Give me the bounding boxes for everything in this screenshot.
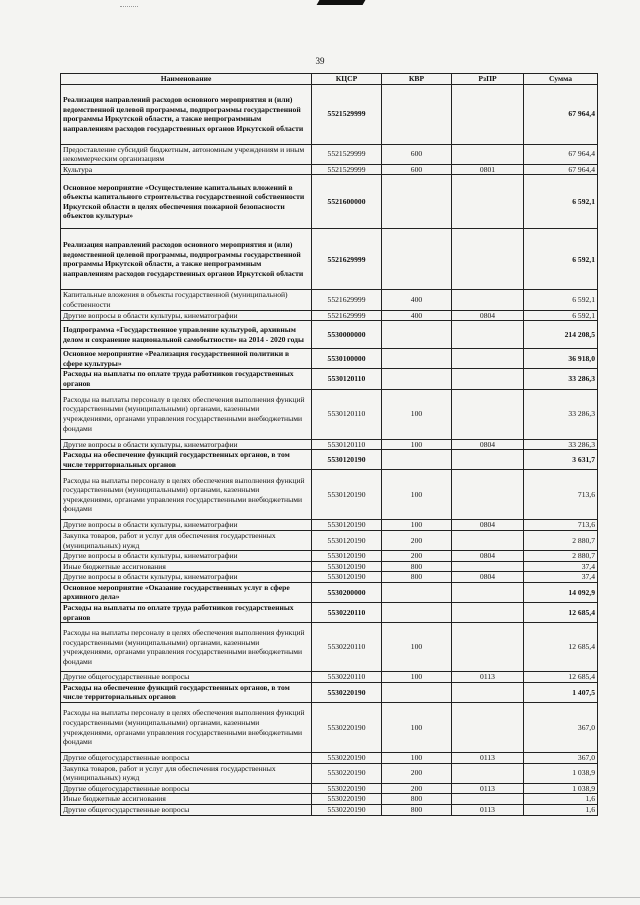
row-kvr-cell [382,229,452,290]
row-name-cell: Расходы на выплаты персоналу в целях обеспечения выполнения функций государственными (муниципальными) органами, казенными учреждениями, органами управления государственными внебюджетными фондами [61,623,312,672]
row-kcsr-cell: 5530220190 [312,763,382,783]
table-row [61,450,598,470]
row-kvr-cell: 400 [382,290,452,310]
row-rzpr-cell: 0804 [452,439,524,450]
row-kcsr-cell: 5521529999 [312,84,382,144]
row-kvr-cell: 200 [382,763,452,783]
row-name-cell: Иные бюджетные ассигнования [61,561,312,572]
table-row [61,794,598,805]
row-sum-cell: 214 208,5 [524,321,598,349]
row-sum-cell: 1,6 [524,805,598,816]
row-rzpr-cell: 0113 [452,805,524,816]
row-name-cell: Подпрограмма «Государственное управление культурой, архивным делом и сохранение национальной самобытности» на 2014 - 2020 годы [61,321,312,349]
row-kcsr-cell: 5521629999 [312,290,382,310]
scan-dots [120,6,138,8]
row-kcsr-cell: 5521600000 [312,175,382,229]
table-row [61,551,598,562]
row-kvr-cell: 200 [382,551,452,562]
row-kvr-cell [382,349,452,369]
row-kvr-cell [382,603,452,623]
table-row [61,290,598,310]
row-name-cell: Другие общегосударственные вопросы [61,783,312,794]
row-sum-cell: 3 631,7 [524,450,598,470]
row-rzpr-cell [452,450,524,470]
row-sum-cell: 36 918,0 [524,349,598,369]
table-row [61,763,598,783]
row-name-cell: Другие вопросы в области культуры, кинематографии [61,551,312,562]
row-kvr-cell: 800 [382,572,452,583]
row-kcsr-cell: 5521629999 [312,310,382,321]
row-rzpr-cell [452,144,524,164]
table-header-row [61,74,598,85]
row-sum-cell: 33 286,3 [524,389,598,439]
row-kcsr-cell: 5530120190 [312,572,382,583]
row-name-cell: Основное мероприятие «Реализация государственной политики в сфере культуры» [61,349,312,369]
row-name-cell: Другие вопросы в области культуры, кинематографии [61,572,312,583]
row-kcsr-cell: 5521529999 [312,164,382,175]
row-sum-cell: 1 038,9 [524,763,598,783]
row-sum-cell: 713,6 [524,470,598,520]
row-sum-cell: 6 592,1 [524,175,598,229]
row-kcsr-cell: 5530220190 [312,805,382,816]
table-row [61,84,598,144]
row-kvr-cell [382,450,452,470]
row-name-cell: Расходы на выплаты персоналу в целях обеспечения выполнения функций государственными (муниципальными) органами, казенными учреждениями, органами управления государственными внебюджетными фондами [61,470,312,520]
row-kcsr-cell: 5530220110 [312,623,382,672]
scan-bottom-edge [0,897,640,898]
row-rzpr-cell: 0113 [452,672,524,683]
row-kcsr-cell: 5530220190 [312,753,382,764]
row-name-cell: Реализация направлений расходов основного мероприятия и (или) ведомственной целевой программы, подпрограммы государственной программы Иркутской области, а также непрограммным направлениям расходов государственных органов Иркутской области [61,229,312,290]
row-rzpr-cell [452,470,524,520]
table-row [61,144,598,164]
table-row [61,310,598,321]
table-row [61,753,598,764]
row-sum-cell: 2 880,7 [524,530,598,550]
row-name-cell: Другие вопросы в области культуры, кинематографии [61,439,312,450]
row-name-cell: Расходы на выплаты по оплате труда работников государственных органов [61,603,312,623]
row-kcsr-cell: 5530120190 [312,520,382,531]
row-rzpr-cell [452,389,524,439]
table-body [61,84,598,815]
row-rzpr-cell [452,603,524,623]
row-kvr-cell [382,369,452,389]
row-name-cell: Другие вопросы в области культуры, кинематографии [61,310,312,321]
table-row [61,530,598,550]
row-sum-cell: 1,6 [524,794,598,805]
row-rzpr-cell [452,561,524,572]
row-kcsr-cell: 5530000000 [312,321,382,349]
row-sum-cell: 367,0 [524,703,598,753]
row-name-cell: Культура [61,164,312,175]
table-row [61,603,598,623]
row-kcsr-cell: 5530220110 [312,672,382,683]
row-name-cell: Расходы на выплаты по оплате труда работников государственных органов [61,369,312,389]
row-rzpr-cell [452,623,524,672]
header-name: Наименование [61,74,312,85]
row-sum-cell: 6 592,1 [524,229,598,290]
row-rzpr-cell: 0113 [452,753,524,764]
row-sum-cell: 67 964,4 [524,84,598,144]
row-sum-cell: 12 685,4 [524,672,598,683]
table-row [61,783,598,794]
row-kvr-cell [382,84,452,144]
row-name-cell: Другие общегосударственные вопросы [61,672,312,683]
row-sum-cell: 1 407,5 [524,682,598,702]
header-rzpr: РзПР [452,74,524,85]
row-sum-cell: 12 685,4 [524,603,598,623]
row-kcsr-cell: 5530120190 [312,470,382,520]
row-name-cell: Расходы на обеспечение функций государственных органов, в том числе территориальных органов [61,682,312,702]
row-rzpr-cell [452,175,524,229]
row-rzpr-cell: 0804 [452,551,524,562]
row-sum-cell: 33 286,3 [524,439,598,450]
table-row [61,582,598,602]
row-name-cell: Предоставление субсидий бюджетным, автономным учреждениям и иным некоммерческим организациям [61,144,312,164]
row-rzpr-cell [452,84,524,144]
row-sum-cell: 37,4 [524,572,598,583]
row-rzpr-cell [452,349,524,369]
row-kvr-cell: 800 [382,794,452,805]
table-row [61,175,598,229]
row-rzpr-cell: 0801 [452,164,524,175]
row-kcsr-cell: 5530120190 [312,561,382,572]
row-kcsr-cell: 5530120190 [312,551,382,562]
row-kcsr-cell: 5530120110 [312,369,382,389]
table-row [61,672,598,683]
row-name-cell: Расходы на обеспечение функций государственных органов, в том числе территориальных органов [61,450,312,470]
row-kcsr-cell: 5530120190 [312,450,382,470]
header-sum: Сумма [524,74,598,85]
row-kcsr-cell: 5530200000 [312,582,382,602]
table-row [61,229,598,290]
row-kvr-cell [382,582,452,602]
row-kvr-cell: 600 [382,164,452,175]
row-rzpr-cell [452,794,524,805]
scan-artifact [317,0,366,5]
row-name-cell: Расходы на выплаты персоналу в целях обеспечения выполнения функций государственными (муниципальными) органами, казенными учреждениями, органами управления государственными внебюджетными фондами [61,389,312,439]
table-row [61,520,598,531]
row-kvr-cell: 100 [382,703,452,753]
row-name-cell: Другие общегосударственные вопросы [61,753,312,764]
row-rzpr-cell [452,763,524,783]
row-name-cell: Другие общегосударственные вопросы [61,805,312,816]
row-sum-cell: 6 592,1 [524,310,598,321]
row-kvr-cell: 200 [382,530,452,550]
row-name-cell: Другие вопросы в области культуры, кинематографии [61,520,312,531]
row-rzpr-cell [452,530,524,550]
row-kvr-cell: 600 [382,144,452,164]
row-sum-cell: 12 685,4 [524,623,598,672]
row-kcsr-cell: 5530100000 [312,349,382,369]
row-name-cell: Иные бюджетные ассигнования [61,794,312,805]
row-kvr-cell: 100 [382,389,452,439]
row-rzpr-cell [452,229,524,290]
row-sum-cell: 1 038,9 [524,783,598,794]
row-sum-cell: 67 964,4 [524,164,598,175]
row-kvr-cell [382,321,452,349]
row-kcsr-cell: 5530220190 [312,682,382,702]
table-row [61,572,598,583]
row-kcsr-cell: 5530120190 [312,530,382,550]
row-kvr-cell: 100 [382,672,452,683]
table-row [61,369,598,389]
table-row [61,561,598,572]
table-row [61,805,598,816]
table-row [61,439,598,450]
row-kvr-cell [382,682,452,702]
row-kcsr-cell: 5530220190 [312,703,382,753]
row-kvr-cell: 800 [382,561,452,572]
row-name-cell: Закупка товаров, работ и услуг для обеспечения государственных (муниципальных) нужд [61,763,312,783]
row-sum-cell: 2 880,7 [524,551,598,562]
page-number: 39 [315,56,325,66]
row-rzpr-cell [452,582,524,602]
row-kcsr-cell: 5530220190 [312,794,382,805]
row-kcsr-cell: 5530120110 [312,439,382,450]
row-rzpr-cell [452,369,524,389]
row-kcsr-cell: 5521529999 [312,144,382,164]
table-row [61,623,598,672]
table-row [61,164,598,175]
row-name-cell: Реализация направлений расходов основного мероприятия и (или) ведомственной целевой программы, подпрограммы государственной программы Иркутской области, а также непрограммным направлениям расходов государственных органов Иркутской области [61,84,312,144]
row-sum-cell: 713,6 [524,520,598,531]
row-kvr-cell: 400 [382,310,452,321]
row-rzpr-cell [452,703,524,753]
table-row [61,703,598,753]
row-kvr-cell: 100 [382,470,452,520]
table-row [61,682,598,702]
row-kvr-cell: 100 [382,623,452,672]
header-kcsr: КЦСР [312,74,382,85]
row-sum-cell: 67 964,4 [524,144,598,164]
row-kvr-cell: 100 [382,753,452,764]
row-rzpr-cell: 0804 [452,572,524,583]
row-sum-cell: 33 286,3 [524,369,598,389]
budget-table [60,73,598,816]
table-row [61,321,598,349]
table-row [61,470,598,520]
row-rzpr-cell: 0804 [452,310,524,321]
header-kvr: КВР [382,74,452,85]
row-sum-cell: 367,0 [524,753,598,764]
row-kvr-cell: 100 [382,439,452,450]
row-kvr-cell: 200 [382,783,452,794]
row-rzpr-cell [452,290,524,310]
row-rzpr-cell: 0113 [452,783,524,794]
row-rzpr-cell [452,321,524,349]
row-name-cell: Основное мероприятие «Оказание государственных услуг в сфере архивного дела» [61,582,312,602]
row-kcsr-cell: 5521629999 [312,229,382,290]
row-sum-cell: 6 592,1 [524,290,598,310]
row-kcsr-cell: 5530220110 [312,603,382,623]
row-name-cell: Закупка товаров, работ и услуг для обеспечения государственных (муниципальных) нужд [61,530,312,550]
row-name-cell: Расходы на выплаты персоналу в целях обеспечения выполнения функций государственными (муниципальными) органами, казенными учреждениями, органами управления государственными внебюджетными фондами [61,703,312,753]
row-name-cell: Основное мероприятие «Осуществление капитальных вложений в объекты капитального строительства государственной собственности Иркутской области в целях обеспечения пожарной безопасности объектов культуры» [61,175,312,229]
row-kvr-cell [382,175,452,229]
row-sum-cell: 14 092,9 [524,582,598,602]
table-row [61,349,598,369]
row-kvr-cell: 100 [382,520,452,531]
row-kvr-cell: 800 [382,805,452,816]
row-kcsr-cell: 5530220190 [312,783,382,794]
row-kcsr-cell: 5530120110 [312,389,382,439]
row-name-cell: Капитальные вложения в объекты государственной (муниципальной) собственности [61,290,312,310]
row-rzpr-cell [452,682,524,702]
row-rzpr-cell: 0804 [452,520,524,531]
table-row [61,389,598,439]
row-sum-cell: 37,4 [524,561,598,572]
